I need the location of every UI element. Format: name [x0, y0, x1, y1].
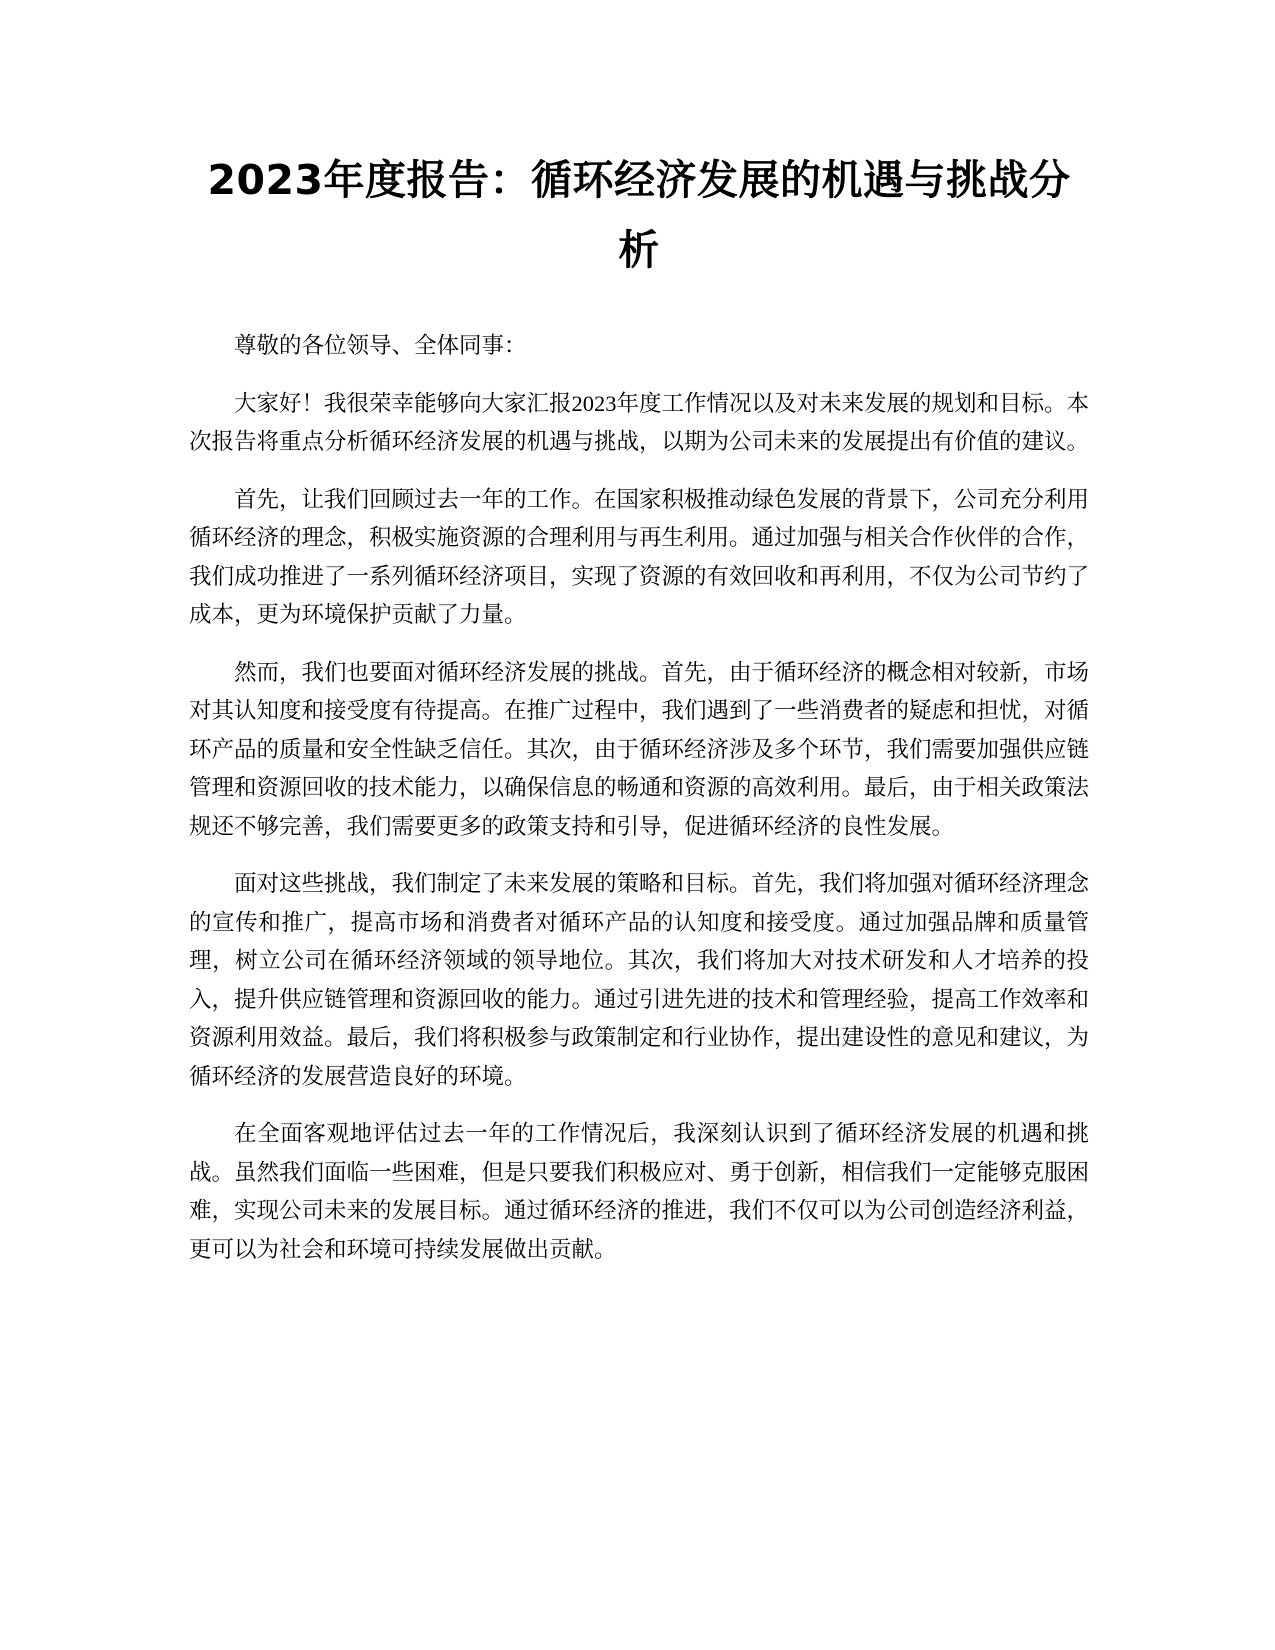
- paragraph-salutation: 尊敬的各位领导、全体同事：: [234, 333, 527, 358]
- paragraph-challenges: 然而，我们也要面对循环经济发展的挑战。首先，由于循环经济的概念相对较新，市场对其认知度和接受度有待提高。在推广过程中，我们遇到了一些消费者的疑虑和担忧，对循环产品的质量和安全性缺乏信任。其次，由于循环经济涉及多个环节，我们需要加强供应链管理和资源回收的技术能力，以确保信息的畅通和资源的高效利用。最后，由于相关政策法规还不够完善，我们需要更多的政策支持和引导，促进循环经济的良性发展。: [189, 659, 1090, 839]
- paragraph-strategy: 面对这些挑战，我们制定了未来发展的策略和目标。首先，我们将加强对循环经济理念的宣传和推广，提高市场和消费者对循环产品的认知度和接受度。通过加强品牌和质量管理，树立公司在循环经济领域的领导地位。其次，我们将加大对技术研发和人才培养的投入，提升供应链管理和资源回收的能力。通过引进先进的技术和管理经验，提高工作效率和资源利用效益。最后，我们将积极参与政策制定和行业协作，提出建设性的意见和建议，为循环经济的发展营造良好的环境。: [189, 871, 1090, 1089]
- paragraph-conclusion: 在全面客观地评估过去一年的工作情况后，我深刻认识到了循环经济发展的机遇和挑战。虽然我们面临一些困难，但是只要我们积极应对、勇于创新，相信我们一定能够克服困难，实现公司未来的发展目标。通过循环经济的推进，我们不仅可以为公司创造经济利益，更可以为社会和环境可持续发展做出贡献。: [189, 1121, 1090, 1262]
- document-title: 2023年度报告：循环经济发展的机遇与挑战分析: [207, 156, 1071, 274]
- paragraph-greeting: 大家好！我很荣幸能够向大家汇报2023年度工作情况以及对未来发展的规划和目标。本次报告将重点分析循环经济发展的机遇与挑战，以期为公司未来的发展提出有价值的建议。: [189, 390, 1090, 454]
- paragraph-review: 首先，让我们回顾过去一年的工作。在国家积极推动绿色发展的背景下，公司充分利用循环经济的理念，积极实施资源的合理利用与再生利用。通过加强与相关合作伙伴的合作，我们成功推进了一系列循环经济项目，实现了资源的有效回收和再利用，不仅为公司节约了成本，更为环境保护贡献了力量。: [189, 486, 1090, 627]
- document-body: [189, 327, 1089, 1269]
- document-page: [189, 145, 1089, 1288]
